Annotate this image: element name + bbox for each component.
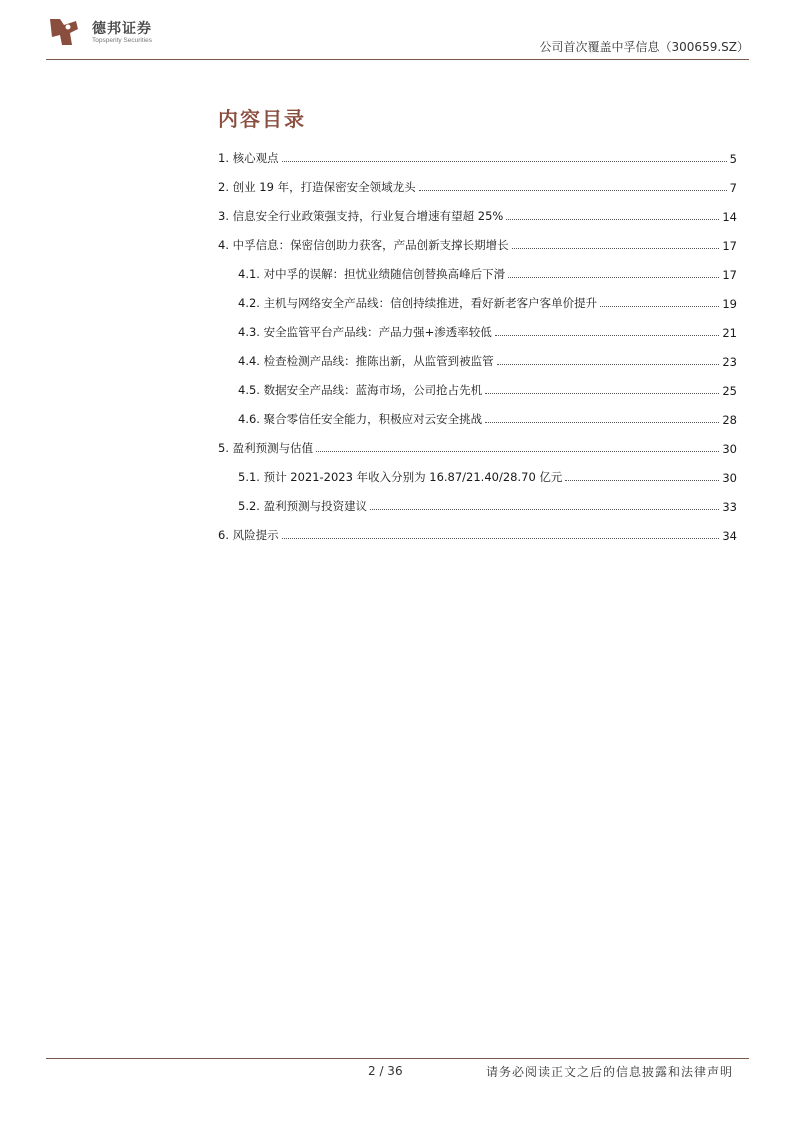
toc-entry-page: 30 [722, 471, 737, 485]
toc-entry-label: 4.4. 检查检测产品线：推陈出新，从监管到被监管 [238, 354, 494, 368]
toc-entry-label: 6. 风险提示 [218, 528, 279, 542]
toc-entry-label: 1. 核心观点 [218, 151, 279, 165]
toc-leader-dots [497, 363, 720, 365]
toc-entry-page: 17 [722, 239, 737, 253]
toc-entry-label: 2. 创业 19 年，打造保密安全领域龙头 [218, 180, 416, 194]
logo-icon [46, 15, 82, 49]
toc-leader-dots [495, 334, 720, 336]
toc-entry-page: 5 [729, 152, 737, 166]
logo-chinese-name: 德邦证券 [92, 21, 152, 37]
toc-leader-dots [512, 247, 720, 249]
toc-leader-dots [419, 189, 727, 191]
toc-entry-4-5[interactable] [238, 378, 737, 398]
toc-entry-4[interactable] [218, 233, 737, 253]
toc-leader-dots [316, 450, 719, 452]
toc-entry-1[interactable] [218, 146, 737, 166]
toc-entry-label: 5. 盈利预测与估值 [218, 441, 314, 455]
toc-entry-label: 5.2. 盈利预测与投资建议 [238, 499, 368, 513]
toc-entry-page: 34 [722, 529, 737, 543]
toc-entry-4-4[interactable] [238, 349, 737, 369]
toc-entry-3[interactable] [218, 204, 737, 224]
toc-heading: 内容目录 [218, 107, 306, 131]
toc-entry-page: 30 [722, 442, 737, 456]
toc-entry-label: 4.2. 主机与网络安全产品线：信创持续推进，看好新老客户客单价提升 [238, 296, 598, 310]
toc-entry-4-2[interactable] [238, 291, 737, 311]
toc-entry-page: 23 [722, 355, 737, 369]
toc-entry-4-1[interactable] [238, 262, 737, 282]
toc-entry-5[interactable] [218, 436, 737, 456]
legal-disclaimer: 请务必阅读正文之后的信息披露和法律声明 [485, 1065, 733, 1079]
toc-entry-page: 33 [722, 500, 737, 514]
toc-leader-dots [508, 276, 719, 278]
report-title: 公司首次覆盖中孚信息（300659.SZ） [539, 40, 749, 54]
company-logo [46, 15, 196, 49]
toc-leader-dots [600, 305, 719, 307]
toc-entry-page: 7 [729, 181, 737, 195]
toc-entry-6[interactable] [218, 523, 737, 543]
page-header [0, 0, 793, 62]
toc-entry-label: 4.6. 聚合零信任安全能力，积极应对云安全挑战 [238, 412, 483, 426]
toc-entry-5-2[interactable] [238, 494, 737, 514]
toc-leader-dots [506, 218, 719, 220]
toc-entry-page: 21 [722, 326, 737, 340]
toc-entry-4-6[interactable] [238, 407, 737, 427]
toc-entry-2[interactable] [218, 175, 737, 195]
toc-entry-label: 5.1. 预计 2021-2023 年收入分别为 16.87/21.40/28.70 亿元 [238, 470, 563, 484]
toc-entry-4-3[interactable] [238, 320, 737, 340]
footer-divider [46, 1058, 749, 1059]
toc-entry-label: 4.1. 对中孚的误解：担忧业绩随信创替换高峰后下滑 [238, 267, 506, 281]
toc-leader-dots [282, 160, 727, 162]
toc-entry-label: 4. 中孚信息：保密信创助力获客，产品创新支撑长期增长 [218, 238, 509, 252]
toc-entry-page: 14 [722, 210, 737, 224]
header-divider [46, 59, 749, 60]
toc-entry-page: 25 [722, 384, 737, 398]
toc-entry-5-1[interactable] [238, 465, 737, 485]
toc-entry-label: 4.5. 数据安全产品线：蓝海市场，公司抢占先机 [238, 383, 483, 397]
toc-entry-label: 4.3. 安全监管平台产品线：产品力强+渗透率较低 [238, 325, 492, 339]
toc-leader-dots [485, 392, 719, 394]
toc-leader-dots [565, 479, 719, 481]
logo-english-name: Topsperity Securities [92, 37, 152, 44]
toc-leader-dots [282, 537, 720, 539]
page-number: 2 / 36 [368, 1064, 403, 1078]
toc-entry-page: 17 [722, 268, 737, 282]
toc-leader-dots [485, 421, 719, 423]
toc-leader-dots [370, 508, 719, 510]
toc-entry-page: 28 [722, 413, 737, 427]
toc-entry-page: 19 [722, 297, 737, 311]
toc-entry-label: 3. 信息安全行业政策强支持，行业复合增速有望超 25% [218, 209, 504, 223]
